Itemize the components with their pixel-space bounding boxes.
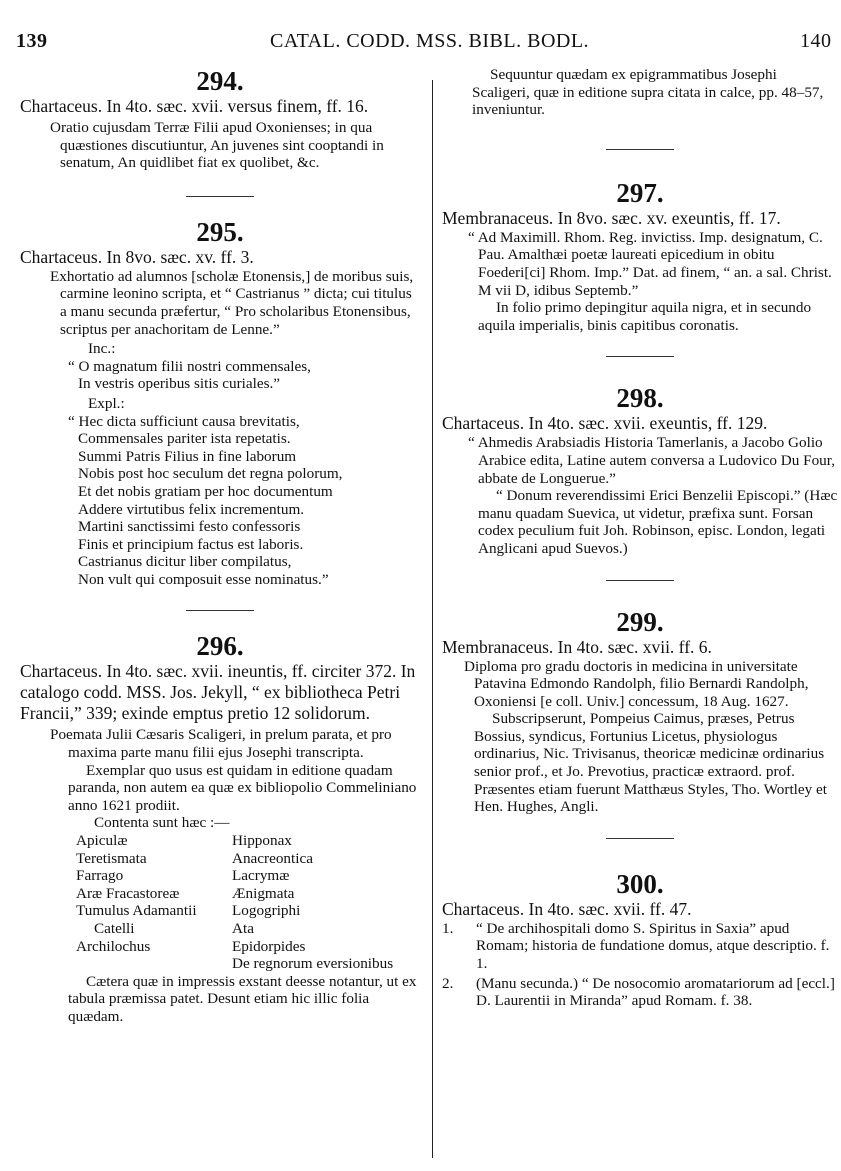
item-number: 2. [442,974,454,992]
verse-line: Commensales pariter ista repetatis. [78,430,291,448]
verse-line: Non vult qui composuit esse nominatus.” [78,570,329,588]
contents-item: Logogriphi [232,902,301,920]
verse-line: Castrianus dicitur liber compilatus, [78,553,292,571]
verse-line: In vestris operibus sitis curiales.” [78,375,281,393]
entry-number: 295. [196,216,244,247]
entry-paragraph: Exemplar quo usus est quidam in editione quadam paranda, non autem ea quæ ex bibliopolio Commeliniano anno 1621 prodiit. [68,761,417,814]
verse-line: “ Hec dicta sufficiunt causa brevitatis, [68,412,300,430]
entry-number: 297. [616,177,664,208]
contents-item: Lacrymæ [232,867,290,885]
incipit-verses [20,358,420,393]
contents-label: Contenta sunt hæc :— [94,814,230,832]
entry-body: “ Ad Maximill. Rhom. Reg. invictiss. Imp. designatum, C. Pau. Amalthæi poetæ laureati epicedium in obitu Foederi[ci] Rhom. Imp.” Dat. ad finem, “ an. a sal. Christ. M vii D, idibus Septemb.” [468,228,832,299]
contents-item: De regnorum eversionibus [232,955,394,973]
contents-item: Ata [232,920,254,937]
entry-paragraph: Cætera quæ in impressis exstant deesse notantur, ut ex tabula præmissa patet. Desunt etiam hic illic folia quædam. [68,972,417,1025]
verse-line: Nobis post hoc seculum det regna polorum, [78,465,343,483]
entry-body: Oratio cujusdam Terræ Filii apud Oxonienses; in qua quæstiones discutiuntur, An juvenes sint cooptandi in senatum, An quidlibet fiat ex quolibet, &c. [50,119,384,172]
entry-299 [442,607,838,816]
entry-body: Exhortatio ad alumnos [scholæ Etonensis,] de moribus suis, carmine leonino scripta, et “ Castrianus ” dicta; cui titulus a manu secunda præfertur, “ Pro scholaribus Etonensibus, scriptus per anachoritam de Lenne.” [50,267,414,338]
entry-description: Chartaceus. In 4to. sæc. xvii. versus finem, ff. 16. [20,96,369,116]
entry-295 [20,217,420,589]
list-item [442,920,838,973]
contents-item: Teretismata [76,849,147,867]
contents-item: Tumulus Adamantii [76,902,197,920]
separator [606,356,674,357]
incipit-label: Inc.: [88,340,116,358]
entry-description: Chartaceus. In 4to. sæc. xvii. ineuntis, ff. circiter 372. In catalogo codd. MSS. Jos. Jekyll, “ ex bibliotheca Petri Francii,” 339; exinde emptus pretio 12 solidorum. [20,661,416,724]
verse-line: Addere virtutibus felix incrementum. [78,500,305,518]
verse-line: Summi Patris Filius in fine laborum [78,447,297,465]
entry-paragraph: “ Donum reverendissimi Erici Benzelii Episcopi.” (Hæc manu quadam Suevica, ut videtur, præfixa sunt. Forsan codex peculium fuit Joh. Robinson, episc. London, legati Anglicani apud Suevos.) [478,487,838,557]
contents-item: Epidorpides [232,937,306,955]
separator [606,149,674,150]
separator [606,580,674,581]
entry-description: Membranaceus. In 8vo. sæc. xv. exeuntis, ff. 17. [442,207,781,228]
contents-item [76,955,232,973]
right-column [442,66,838,1010]
entry-297 [442,178,838,335]
entry-paragraph: Subscripserunt, Pompeius Caimus, præses, Petrus Bossius, syndicus, Fortunius Licetus, physiologus ordinarius, Nic. Trivisanus, theoricæ medicinæ ordinarius senior prof., et Jo. Prevotius, practicæ extraord. prof. Præsentes etiam fuerunt Matthæus Styles, Tho. Wortley et Hen. Hughes, Angli. [474,710,827,816]
verse-line: Martini sanctissimi festo confessoris [78,518,301,536]
entry-body: Diploma pro gradu doctoris in medicina in universitate Patavina Edmondo Randolph, filio Bernardi Randolph, Oxoniensi [e coll. Univ.] concessum, 18 Aug. 1627. [464,657,809,710]
item-number: 1. [442,919,454,937]
entry-description: Chartaceus. In 4to. sæc. xvii. ff. 47. [442,898,692,919]
entry-296 [20,631,420,1025]
entry-294 [20,66,420,172]
entry-296-continued: Sequuntur quædam ex epigrammatibus Josephi Scaligeri, quæ in editione supra citata in calce, pp. 48–57, inveniuntur. [472,66,824,119]
separator [606,838,674,839]
contents-item: Anacreontica [232,849,313,867]
contents-item: Ænigmata [232,884,295,902]
entry-298 [442,383,838,557]
page-number-right: 140 [800,30,832,52]
entry-description: Chartaceus. In 4to. sæc. xvii. exeuntis, ff. 129. [442,413,768,434]
entry-number: 299. [616,606,664,637]
verse-line: “ O magnatum filii nostri commensales, [68,357,311,375]
contents-item: Farrago [76,867,124,885]
explicit-label: Expl.: [88,394,125,412]
separator [186,610,254,611]
entry-300 [442,869,838,1010]
column-rule [432,80,433,1158]
item-text: (Manu secunda.) “ De nosocomio aromatariorum ad [eccl.] D. Laurentii in Miranda” apud Romam. f. 38. [476,974,835,1010]
list-item [442,975,838,1010]
entry-body: “ Ahmedis Arabsiadis Historia Tamerlanis, a Jacobo Golio Arabice edita, Latine autem conversa a Ludovico Du Four, abbate de Longuerue.” [468,434,836,487]
contents-item: Apiculæ [76,832,128,850]
contents-item: Archilochus [76,937,151,955]
entry-number: 296. [196,631,244,662]
entry-description: Membranaceus. In 4to. sæc. xvii. ff. 6. [442,636,712,657]
contents-list [20,832,420,973]
entry-description: Chartaceus. In 8vo. sæc. xv. ff. 3. [20,246,254,267]
entry-paragraph: In folio primo depingitur aquila nigra, et in secundo aquila imperialis, binis capitibus coronatis. [478,299,812,334]
contents-item: Catelli [94,920,135,937]
left-column [20,66,420,1026]
entry-number: 294. [196,66,244,96]
entry-number: 300. [616,868,664,899]
entry-number: 298. [616,383,664,414]
contents-item: Hipponax [232,832,292,850]
verse-line: Et det nobis gratiam per hoc documentum [78,482,333,500]
separator [186,196,254,197]
page-number-left: 139 [16,30,48,52]
contents-item: Aræ Fracastoreæ [76,884,180,902]
verse-line: Finis et principium factus est laboris. [78,535,304,553]
entry-body: Poemata Julii Cæsaris Scaligeri, in prelum parata, et pro maxima parte manu filii ejus Josephi transcripta. [50,726,392,762]
explicit-verses [20,413,420,589]
item-text: “ De archihospitali domo S. Spiritus in Saxia” apud Romam; historia de fundatione domus, atque descriptio. f. 1. [476,919,830,973]
running-title: CATAL. CODD. MSS. BIBL. BODL. [270,30,590,52]
